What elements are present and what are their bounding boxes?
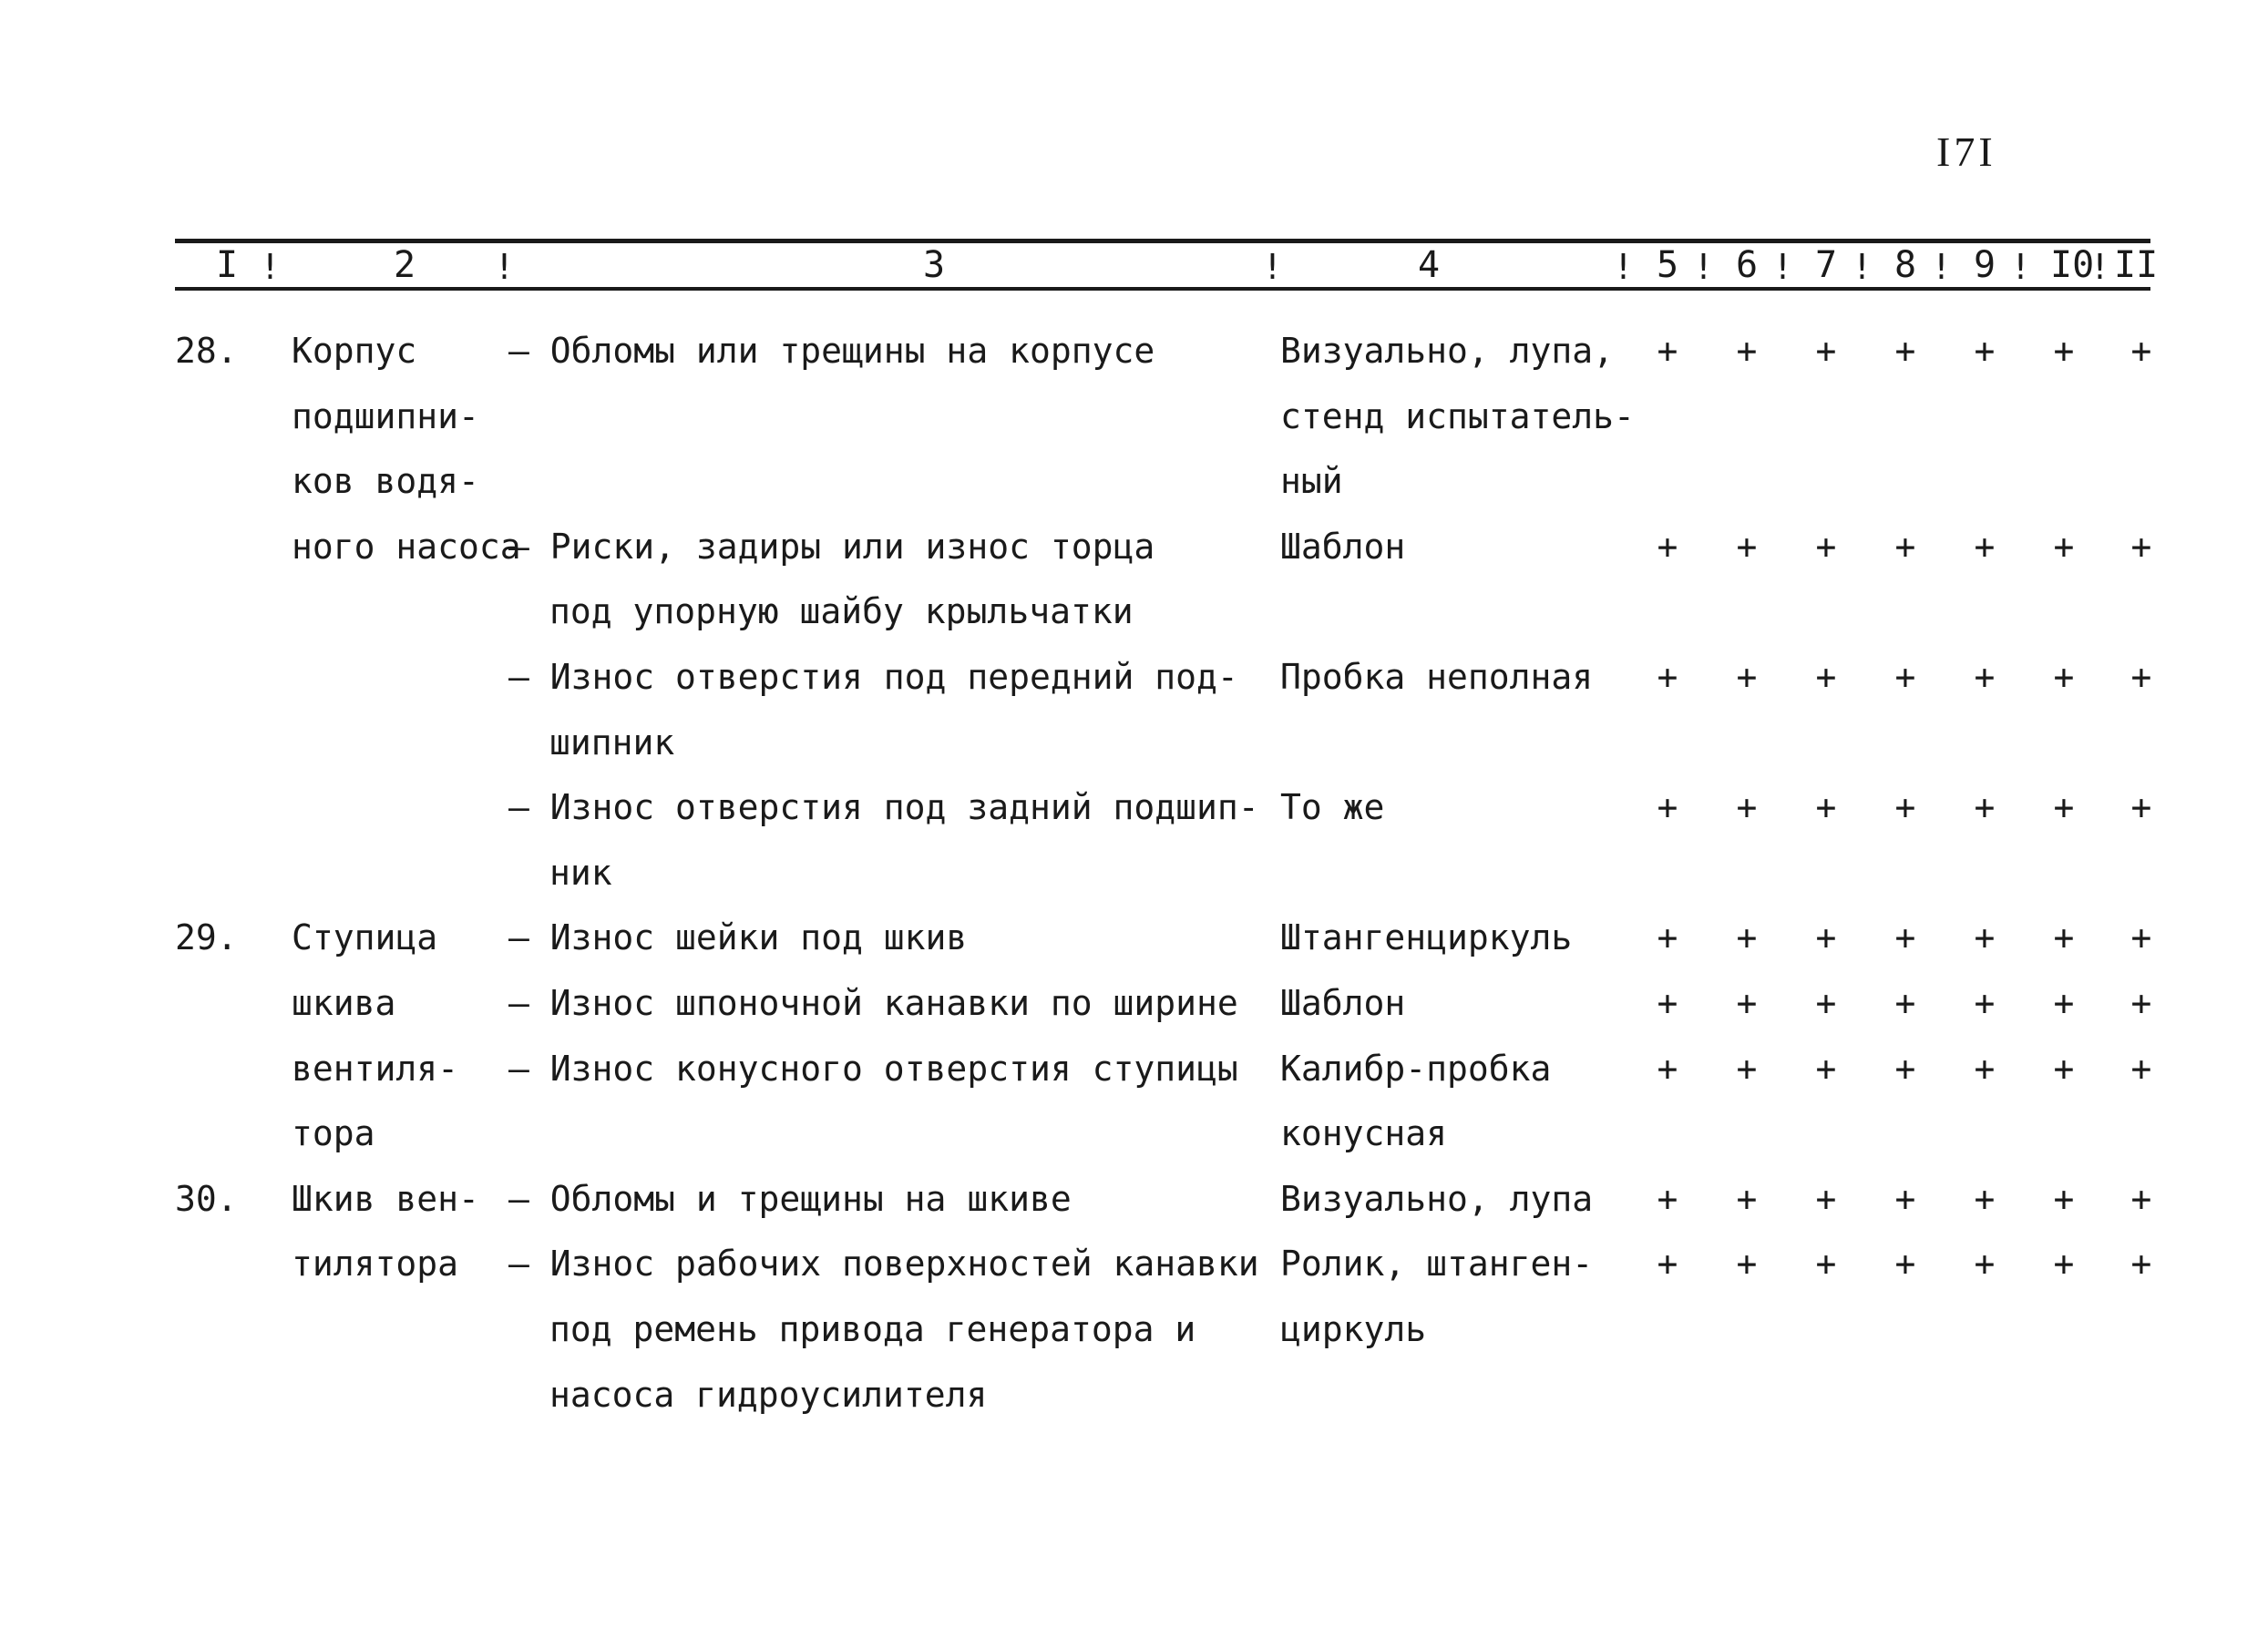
part-name-line: тилятора [292,1244,459,1285]
defect-line: – Износ шпоночной канавки по ширине [508,983,1238,1023]
method-line: стенд испытатель- [1280,395,1635,436]
defect-line: – Износ шейки под шкив [508,917,968,958]
method-line: Пробка неполная [1280,657,1594,697]
mark-plus: + [1657,1178,1678,1219]
mark-plus: + [2053,657,2075,697]
method-line: Визуально, лупа [1280,1178,1594,1219]
method-line: Калибр-пробка [1280,1048,1552,1089]
mark-plus: + [1657,331,1678,371]
column-separator: ! [1852,247,1873,287]
part-name-line: ков водя- [292,461,479,502]
mark-plus: + [1815,787,1837,828]
col-header-5: 5 [1657,244,1679,286]
mark-plus: + [1815,983,1837,1023]
column-separator: ! [2089,247,2110,287]
mark-plus: + [1974,331,1996,371]
defect-line: насоса гидроусилителя [549,1374,988,1415]
mark-plus: + [1815,917,1837,958]
part-name-line: Шкив вен- [292,1178,479,1219]
mark-plus: + [2130,1178,2152,1219]
mark-plus: + [1974,787,1996,828]
col-header-11: II [2114,244,2159,286]
mark-plus: + [2053,983,2075,1023]
method-line: Визуально, лупа, [1280,331,1615,371]
mark-plus: + [1736,657,1758,697]
part-name-line: Корпус [292,331,417,371]
mark-plus: + [2130,917,2152,958]
mark-plus: + [1657,1048,1678,1089]
part-name-line: вентиля- [292,1048,459,1089]
mark-plus: + [2053,787,2075,828]
col-header-4: 4 [1418,244,1441,286]
mark-plus: + [1815,1048,1837,1089]
mark-plus: + [2053,1178,2075,1219]
method-line: конусная [1280,1113,1448,1154]
part-name-line: шкива [292,983,396,1023]
part-name-line: Ступица [292,917,438,958]
mark-plus: + [1736,917,1758,958]
mark-plus: + [1657,983,1678,1023]
mark-plus: + [1736,787,1758,828]
defect-line: – Риски, задиры или износ торца [508,526,1155,567]
mark-plus: + [2053,526,2075,567]
column-separator: ! [1772,247,1793,287]
mark-plus: + [2130,1048,2152,1089]
mark-plus: + [1894,331,1916,371]
mark-plus: + [1736,1178,1758,1219]
method-line: Шаблон [1280,983,1406,1023]
mark-plus: + [1815,526,1837,567]
mark-plus: + [1657,526,1678,567]
column-separator: ! [1693,247,1714,287]
mark-plus: + [1894,1244,1916,1285]
mark-plus: + [1657,787,1678,828]
mark-plus: + [1815,1178,1837,1219]
mark-plus: + [2053,917,2075,958]
mark-plus: + [1736,526,1758,567]
mark-plus: + [1815,657,1837,697]
mark-plus: + [1974,917,1996,958]
defect-line: – Износ отверстия под передний под- [508,657,1238,697]
defect-line: – Обломы или трещины на корпусе [508,331,1155,371]
mark-plus: + [2053,331,2075,371]
method-line: ный [1280,461,1343,502]
row-number: 30. [175,1178,238,1219]
mark-plus: + [1657,657,1678,697]
mark-plus: + [1974,983,1996,1023]
method-line: То же [1280,787,1385,828]
mark-plus: + [1974,1048,1996,1089]
column-separator: ! [1931,247,1952,287]
defect-line: ник [549,852,612,893]
mark-plus: + [1815,331,1837,371]
col-header-3: 3 [923,244,946,286]
mark-plus: + [2130,787,2152,828]
column-separator: ! [260,247,281,287]
defect-line: шипник [549,722,675,763]
mark-plus: + [1894,1178,1916,1219]
part-name-line: тора [292,1113,375,1154]
mark-plus: + [1657,1244,1678,1285]
col-header-9: 9 [1974,244,1996,286]
mark-plus: + [2130,526,2152,567]
col-header-7: 7 [1815,244,1838,286]
mark-plus: + [1736,1244,1758,1285]
col-header-1: I [216,244,239,286]
header-rule-top [175,239,2150,243]
method-line: циркуль [1280,1309,1427,1349]
page-number: I7I [1936,128,1996,175]
column-separator: ! [494,247,515,287]
mark-plus: + [1736,331,1758,371]
row-number: 28. [175,331,238,371]
column-separator: ! [1613,247,1634,287]
row-number: 29. [175,917,238,958]
mark-plus: + [1974,1244,1996,1285]
mark-plus: + [1974,1178,1996,1219]
defect-line: под ремень привода генератора и [549,1309,1196,1349]
defect-line: – Обломы и трещины на шкиве [508,1178,1072,1219]
col-header-6: 6 [1736,244,1759,286]
mark-plus: + [1974,526,1996,567]
part-name-line: ного насоса [292,526,521,567]
method-line: Штангенциркуль [1280,917,1573,958]
col-header-10: I0 [2050,244,2095,286]
mark-plus: + [1894,983,1916,1023]
mark-plus: + [1657,917,1678,958]
mark-plus: + [2130,331,2152,371]
part-name-line: подшипни- [292,395,479,436]
method-line: Ролик, штанген- [1280,1244,1594,1285]
mark-plus: + [1894,526,1916,567]
column-separator: ! [1262,247,1283,287]
mark-plus: + [1894,787,1916,828]
mark-plus: + [2053,1048,2075,1089]
defect-line: под упорную шайбу крыльчатки [549,591,1134,632]
col-header-2: 2 [394,244,416,286]
mark-plus: + [2053,1244,2075,1285]
defect-line: – Износ рабочих поверхностей канавки [508,1244,1259,1285]
mark-plus: + [2130,1244,2152,1285]
mark-plus: + [1815,1244,1837,1285]
mark-plus: + [1894,1048,1916,1089]
method-line: Шаблон [1280,526,1406,567]
mark-plus: + [1974,657,1996,697]
defect-line: – Износ отверстия под задний подшип- [508,787,1259,828]
column-separator: ! [2010,247,2031,287]
mark-plus: + [2130,657,2152,697]
mark-plus: + [1894,917,1916,958]
mark-plus: + [1894,657,1916,697]
col-header-8: 8 [1894,244,1917,286]
mark-plus: + [1736,1048,1758,1089]
mark-plus: + [1736,983,1758,1023]
mark-plus: + [2130,983,2152,1023]
defect-line: – Износ конусного отверстия ступицы [508,1048,1238,1089]
